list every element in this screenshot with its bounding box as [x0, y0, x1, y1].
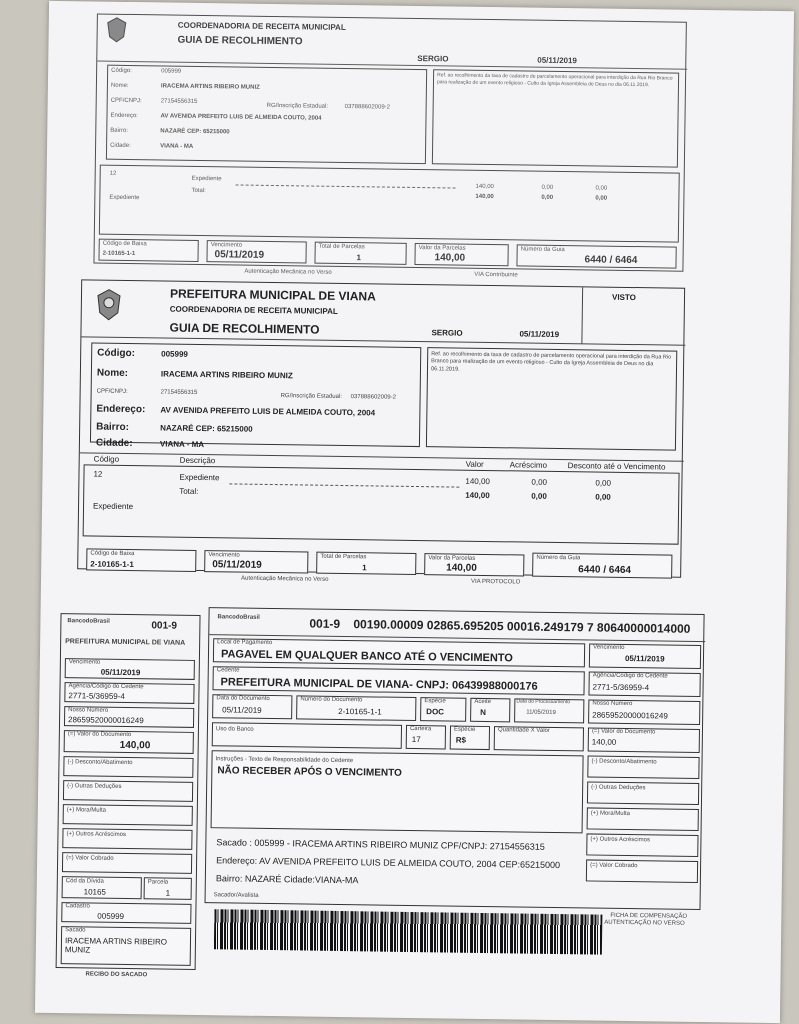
slip2-ref-text: Ref. ao recolhimento da taxa de cadastro de parcelamento operacional para interdição da Rua Rio Branco para realização de um evento religioso - Culto da Igreja Assembleia de Deus no dia 06.11.2019. — [430, 351, 672, 373]
slip2-pref: PREFEITURA MUNICIPAL DE VIANA — [169, 286, 376, 304]
slip-2: PREFEITURA MUNICIPAL DE VIANA COORDENADORIA DE RECEITA MUNICIPAL GUIA DE RECOLHIMENTO SERGIO 05/11/2019 VISTO Código: 005999 Nome: IRACEMA ARTINS RIBEIRO MUNIZ CPF/CNPJ: 27154556315 RG/Inscrição Estadual: 037888602009-2 Endereço: AV AVENIDA PREFEITO LUIS DE ALMEIDA COUTO, 2004 Bairro: NAZARÉ CEP: 65215000 Cidade: VIANA - MA Ref. ao recolhimento da taxa de cadastro de parcelamento operacional para interdição da Rua Rio Branco para realização de um evento religioso - Culto da Igreja Assembleia de Deus no dia 06.11.2019. Código Descrição Valor Acréscimo Desconto até o Vencimento 12 Expediente 140,00 0,00 0,00 Total: 140,00 0,00 0,00 Expediente Código de Baixa 2-10165-1-1 Vencimento 05/11/2019 Total de Parcelas 1 Valor da Parcelas 140,00 Número da Guia 6440 / 6464 — [77, 279, 685, 577]
slip1-items-box — [99, 165, 680, 243]
boleto-ficha: BancodoBrasil 001-9 00190.00009 02865.695205 00016.249179 7 80640000014000 Local de Pagamento PAGAVEL EM QUALQUER BANCO ATÉ O VENCIMENTO Vencimento 05/11/2019 Cedente PREFEITURA MUNICIPAL DE VIANA- CNPJ: 06439988000176 Agência/Código do Cedente 2771-5/36959-4 Data do Documento 05/11/2019 Número do Documento 2-10165-1-1 Espécie DOC Aceite N Data do Processamento 11/05/2019 Nosso Número 28659520000016249 Uso do Banco Carteira 17 Espécie R$ Quantidade X Valor (=) Valor do Documento 140,00 Instruções - Texto de Responsabilidade do Cedente NÃO RECEBER APÓS O VENCIMENTO (-) Desconto/Abatimento (-) Outras Deduções (+) Mora/Multa (+) Outros Acréscimos (=) Valor Cobrado Sacado : 005999 - IRACEMA ARTINS RIBEIRO MUNIZ CPF/CNPJ: 27154556315 Endereço: AV AVENIDA PREFEITO LUIS DE ALMEIDA COUTO, 2004 CEP:65215000 Bairro: NAZARÉ Cidade:VIANA-MA Sacador/Avalista — [205, 607, 705, 910]
slip1-user: SERGIO — [417, 53, 449, 64]
slip1-org: COORDENADORIA DE RECEITA MUNICIPAL — [177, 20, 346, 32]
coat-of-arms-icon — [106, 17, 128, 43]
slip-1: COORDENADORIA DE RECEITA MUNICIPAL GUIA DE RECOLHIMENTO SERGIO 05/11/2019 Código: 005999 Nome: IRACEMA ARTINS RIBEIRO MUNIZ CPF/CNPJ: 27154556315 RG/Inscrição Estadual: 037888602009-2 Endereço: AV AVENIDA PREFEITO LUIS DE ALMEIDA COUTO, 2004 Bairro: NAZARÉ CEP: 65215000 Cidade: VIANA - MA Ref. ao recolhimento da taxa de cadastro de parcelamento operacional para interdição da Rua Rio Branco para realização de um evento religioso - Culto da Igreja Assembleia de Deus no dia 06.11.2019. 12 Expediente 140,00 0,00 0,00 Total: 140,00 0,00 0,00 Expediente Código de Baixa 2-10165-1-1 Vencimento 05/11/2019 Total de Parcelas 1 Valor da Parcelas 140,00 Número da Guia 6440 / 6464 Autenticação Mecânica no Verso VIA Contribuinte — [93, 14, 686, 272]
slip2-title: GUIA DE RECOLHIMENTO — [169, 320, 320, 337]
slip2-items-box — [83, 464, 680, 544]
slip1-title: GUIA DE RECOLHIMENTO — [177, 34, 303, 48]
slip2-org: COORDENADORIA DE RECEITA MUNICIPAL — [169, 304, 338, 316]
slip1-date: 05/11/2019 — [537, 55, 577, 66]
coat-of-arms-icon — [96, 289, 122, 321]
linha-digitavel: 00190.00009 02865.695205 00016.249179 7 80640000014000 — [353, 617, 691, 636]
sacado-line: Sacado : 005999 - IRACEMA ARTINS RIBEIRO MUNIZ CPF/CNPJ: 27154556315 — [216, 837, 545, 852]
paper-sheet: COORDENADORIA DE RECEITA MUNICIPAL GUIA DE RECOLHIMENTO SERGIO 05/11/2019 Código: 005999 Nome: IRACEMA ARTINS RIBEIRO MUNIZ CPF/CNPJ: 27154556315 RG/Inscrição Estadual: 037888602009-2 Endereço: AV AVENIDA PREFEITO LUIS DE ALMEIDA COUTO, 2004 Bairro: NAZARÉ CEP: 65215000 Cidade: VIANA - MA Ref. ao recolhimento da taxa de cadastro de parcelamento operacional para interdição da Rua Rio Branco para realização de um evento religioso - Culto da Igreja Assembleia de Deus no dia 06.11.2019. 12 Expediente 140,00 0,00 0,00 Total: 140,00 0,00 0,00 Expediente Código de Baixa 2-10165-1-1 Vencimento 05/11/2019 Total de Parcelas 1 Valor da Parcelas 140,00 Número da Guia 6440 / 6464 Autenticação Mecânica no Verso VIA Contribuinte PREFEITURA MUNICIPAL DE VIANA COORDENADORIA DE RECEITA MUNICIPAL GUIA DE RECOLHIMENTO SERGIO 05/11/2019 VISTO Código: 005999 Nome: IRACEMA ARTINS RIBEIRO MUNIZ CPF/CNPJ: 27154556315 RG/Inscrição Estadual: 037888602009-2 Endereço: AV AVENIDA PREFEITO LUIS DE ALMEIDA COUTO, 2004 Bairro: NAZARÉ CEP: 65215000 Cidade: VIANA - MA Ref. ao recolhimento da taxa de cadastro de parcelamento operacional para interdição da Rua Rio Branco para realização de um evento religioso - Culto da Igreja Assembleia de Deus no dia 06.11.2019. Código Descrição Valor Acréscimo Desconto até o Vencimento 12 Expediente 140,00 0,00 0,00 Total: 140,00 0,00 0,00 Expediente Código de Baixa 2-10165-1-1 Vencimento 05/11/2019 Total de Parcelas 1 Valor da Parcelas 140,00 Número da Guia 6440 / 6464 Autenticação Mecânica no Verso VIA PROTOCOLO BancodoBrasil 001-9 PREFEITURA MUNICIPAL DE VIANA Vencimento 05/11/2019 Agência/Código do Cedente 2771-5/36959-4 Nosso Número 28659520000016249 (=) Valor do Documento 140,00 (-) Desconto/Abatimento (-) Outras Deduções (+) Mora/Multa (+) Outros Acréscimos (=) Valor Cobrado Cód da Dívida 10165 Parcela 1 Cadastro 005999 Sacado IRACEMA ARTINS RIBEIRO MUNIZ RECIBO DO SACADO BancodoBrasil 001-9 00190.00009 02865.695205 00016.249179 7 80640000014000 Local de Pagamento PAGAVEL EM QUALQUER BANCO ATÉ O VENCIMENTO Vencimento 05/11/2019 Cedente PREFEITURA MUNICIPAL DE VIANA- CNPJ: 06439988000176 Agência/Código do Cedente 2771-5/36959-4 Data do Documento 05/11/2019 Número do Documento 2-10165-1-1 Espécie DOC Aceite N Data do Processamento 11/05/2019 Nosso Número 28659520000016249 Uso do Banco Carteira 17 Espécie R$ Quantidade X Valor (=) Valor do Documento 140,00 Instruções - Texto de Responsabilidade do Cedente NÃO RECEBER APÓS O VENCIMENTO (-) Desconto/Abatimento (-) Outras Deduções (+) Mora/Multa (+) Outros Acréscimos (=) Valor Cobrado Sacado : 005999 - IRACEMA ARTINS RIBEIRO MUNIZ CPF/CNPJ: 27154556315 Endereço: AV AVENIDA PREFEITO LUIS DE ALMEIDA COUTO, 2004 CEP:65215000 Bairro: NAZARÉ Cidade:VIANA-MA Sacador/Avalista FICHA DE COMPENSAÇÃO AUTENTICAÇÃO NO VERSO — [35, 1, 794, 1023]
slip2-visto: VISTO — [611, 292, 636, 303]
bank-logo-icon: BancodoBrasil — [217, 614, 260, 621]
recibo-sacado: BancodoBrasil 001-9 PREFEITURA MUNICIPAL DE VIANA Vencimento 05/11/2019 Agência/Código do Cedente 2771-5/36959-4 Nosso Número 28659520000016249 (=) Valor do Documento 140,00 (-) Desconto/Abatimento (-) Outras Deduções (+) Mora/Multa (+) Outros Acréscimos (=) Valor Cobrado Cód da Dívida 10165 Parcela 1 Cadastro 005999 Sacado IRACEMA ARTINS RIBEIRO MUNIZ — [56, 613, 201, 970]
instrucao-text: NÃO RECEBER APÓS O VENCIMENTO — [217, 765, 402, 779]
bank-logo-icon: BancodoBrasil — [67, 618, 110, 625]
boleto-barcode — [214, 909, 603, 954]
slip1-ref-text: Ref. ao recolhimento da taxa de cadastro de parcelamento operacional para interdição da Rua Rio Branco para realização de um evento religioso - Culto da Igreja Assembleia de Deus no dia 06.11.2019. — [436, 72, 673, 88]
